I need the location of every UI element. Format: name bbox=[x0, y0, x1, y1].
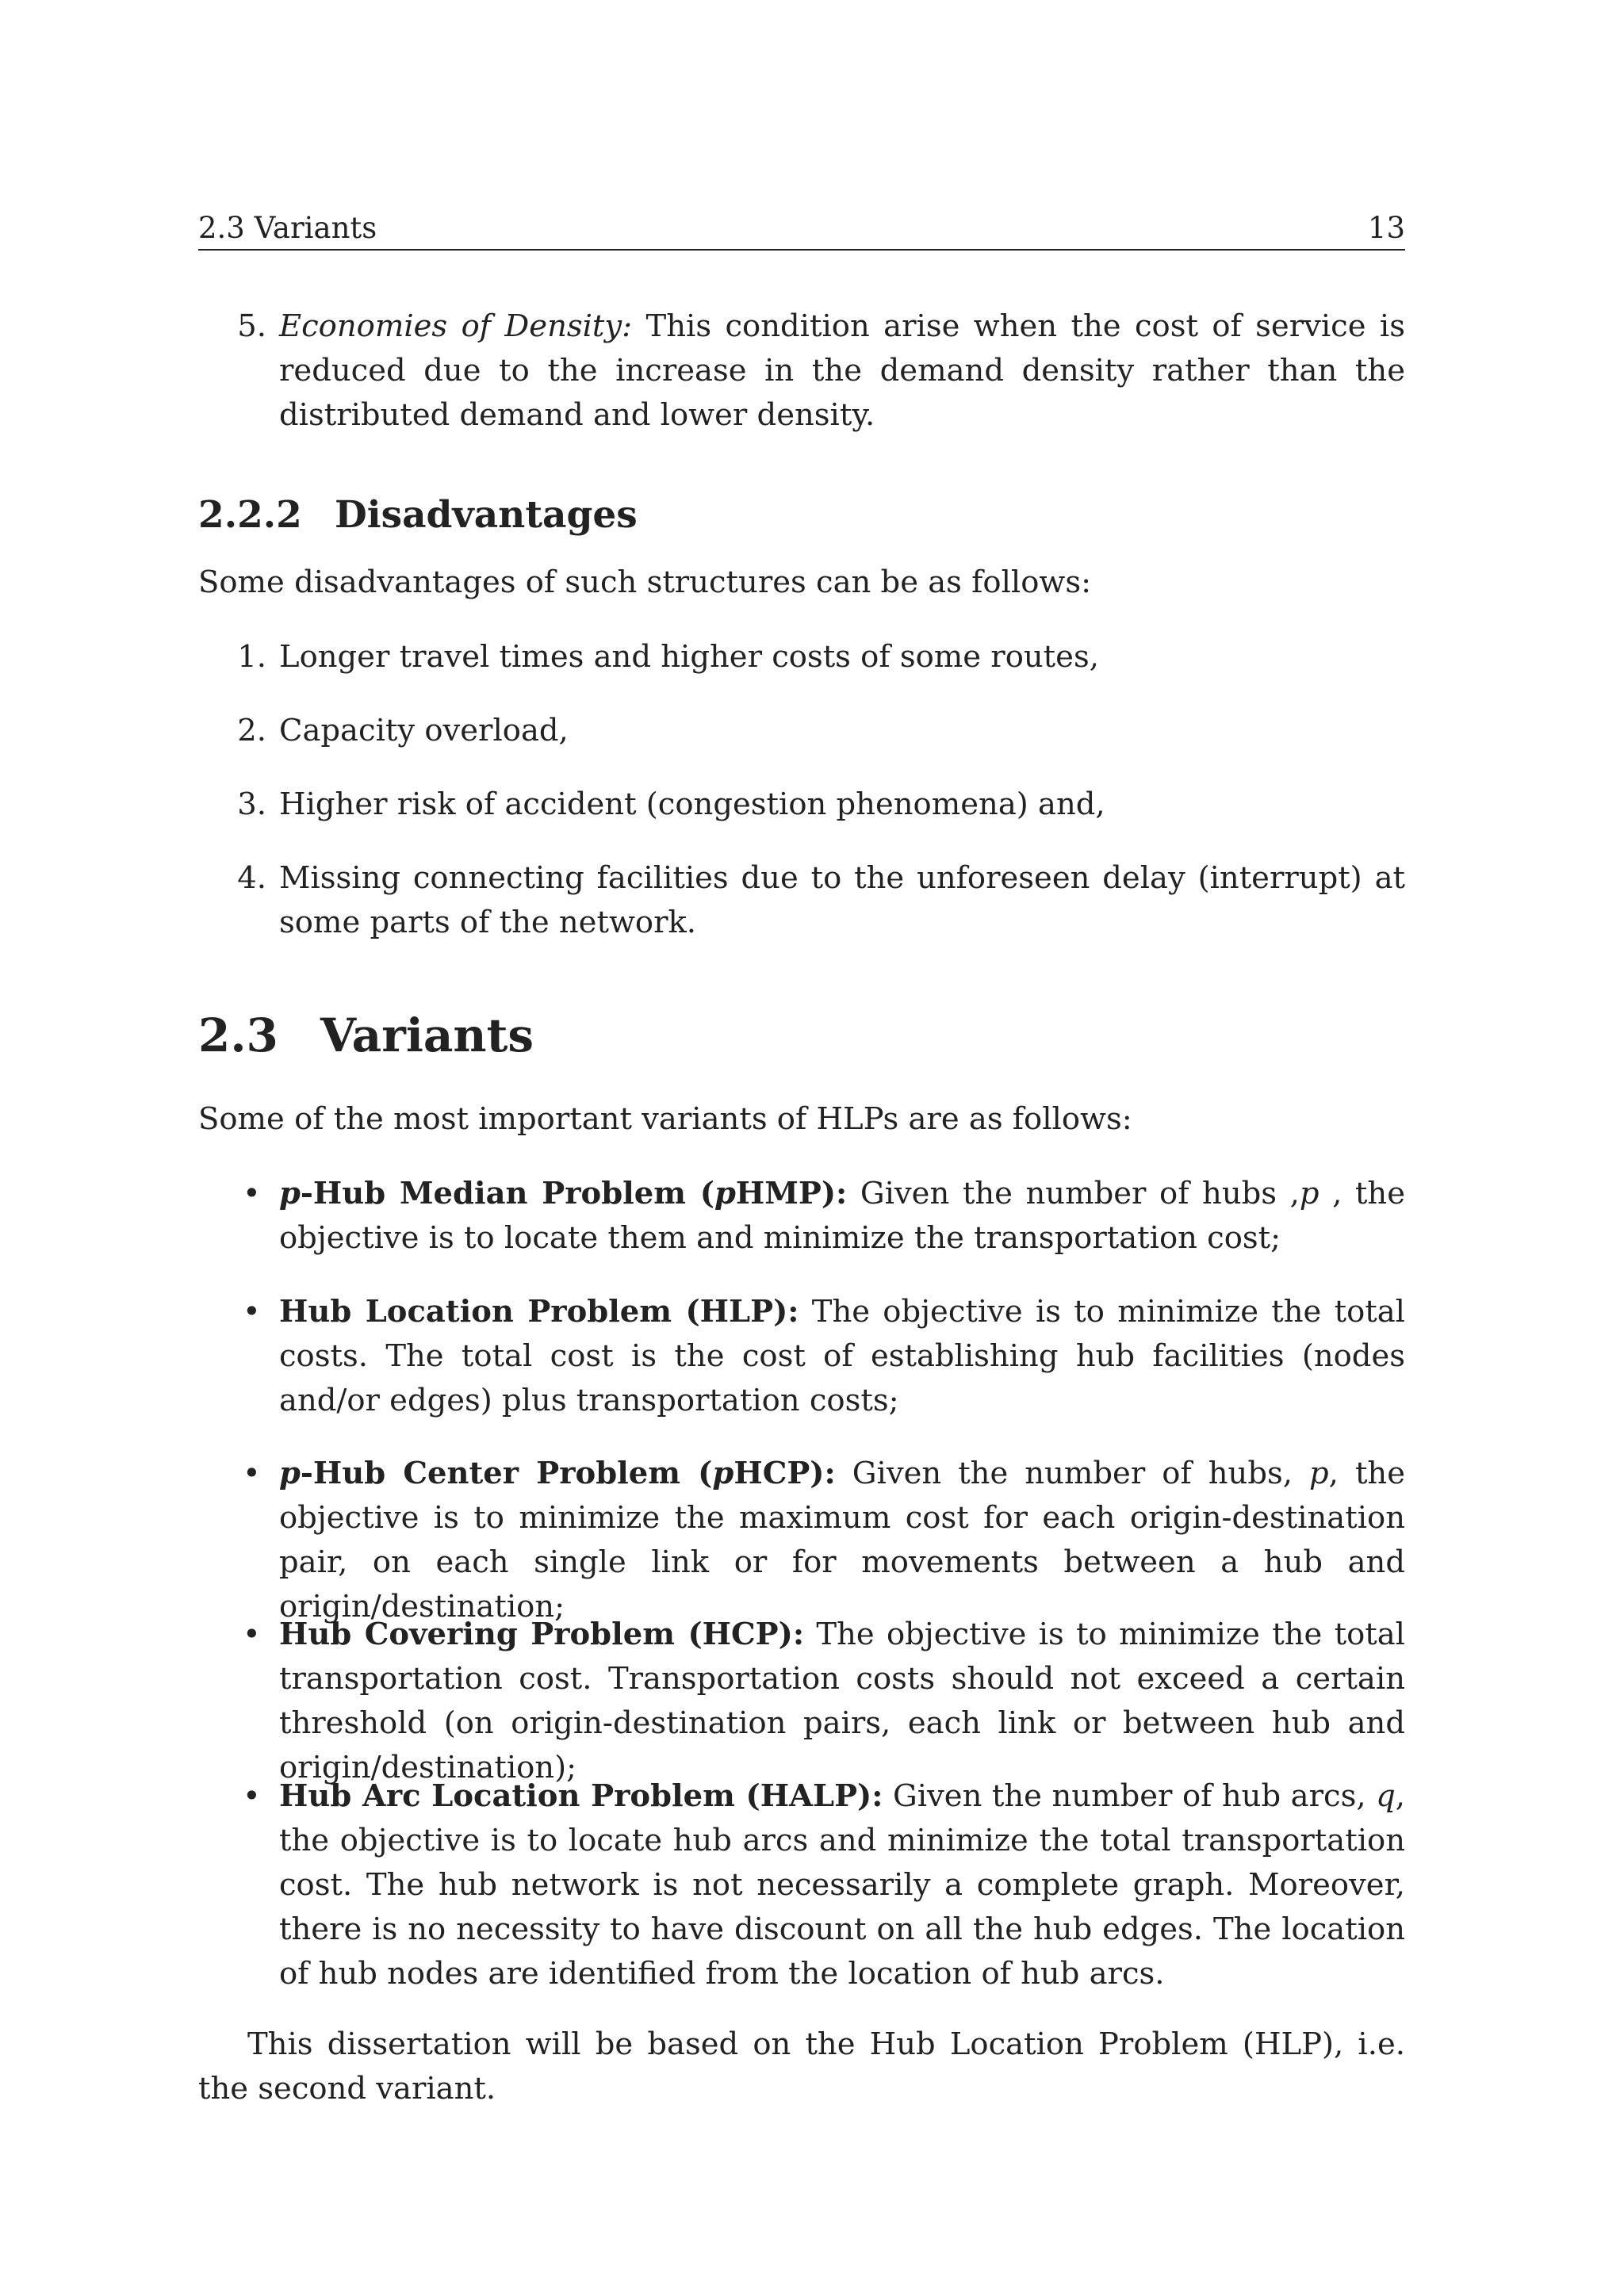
subsection-title: Disadvantages bbox=[335, 493, 638, 537]
list-number: 3. bbox=[237, 786, 266, 822]
variant-term: p-Hub Center Problem (pHCP): bbox=[279, 1456, 836, 1491]
list-number: 2. bbox=[237, 713, 266, 748]
list-number: 4. bbox=[237, 860, 266, 896]
list-item: Longer travel times and higher costs of some routes, bbox=[279, 639, 1099, 675]
variant-term: p-Hub Median Problem (pHMP): bbox=[279, 1176, 848, 1211]
item-term: Economies of Density: bbox=[279, 308, 633, 344]
list-item: Higher risk of accident (congestion phenomena) and, bbox=[279, 786, 1105, 822]
section-title: Variants bbox=[320, 1008, 534, 1062]
running-head-section: 2.3 Variants bbox=[198, 211, 377, 245]
list-number: 5. bbox=[237, 308, 266, 344]
variant-item-phmp: p-Hub Median Problem (pHMP): Given the number of hubs ,p , the objective is to locate them and minimize the transportation cost; bbox=[279, 1176, 1405, 1256]
variant-item-halp: Hub Arc Location Problem (HALP): Given the number of hub arcs, q, the objective is to locate hub arcs and minimize the total transportation cost. The hub network is not necessarily a complete graph. Moreover, there is no necessity to have discount on all the hub edges. The location of hub nodes are identified from the location of hub arcs. bbox=[279, 1778, 1405, 1992]
bullet-icon: • bbox=[243, 1456, 261, 1491]
bullet-icon: • bbox=[243, 1778, 261, 1814]
variant-term: Hub Arc Location Problem (HALP): bbox=[279, 1778, 883, 1814]
variant-term: Hub Covering Problem (HCP): bbox=[279, 1617, 805, 1652]
variant-item-hlp bbox=[279, 1290, 1405, 1423]
bullet-icon: • bbox=[243, 1617, 261, 1652]
section-intro: Some of the most important variants of HLPs are as follows: bbox=[198, 1101, 1132, 1137]
variant-item-phcp: p-Hub Center Problem (pHCP): Given the number of hubs, p, the objective is to minimize the maximum cost for each origin-destination pair, on each single link or for movements between a hub and origin/destination; bbox=[279, 1456, 1405, 1624]
variant-text: The objective is to minimize the total transportation cost. Transportation costs should not exceed a certain threshold (on origin-destination pairs, each link or between hub and origin/destination); bbox=[279, 1617, 1405, 1785]
conclusion-paragraph: This dissertation will be based on the Hub Location Problem (HLP), i.e. the second variant. bbox=[198, 2026, 1405, 2107]
subsection-intro: Some disadvantages of such structures can be as follows: bbox=[198, 564, 1092, 600]
variant-item-hcp bbox=[279, 1613, 1405, 1790]
list-number: 1. bbox=[237, 639, 266, 675]
list-item: Missing connecting facilities due to the unforeseen delay (interrupt) at some parts of the network. bbox=[279, 860, 1405, 940]
bullet-icon: • bbox=[243, 1176, 261, 1211]
bullet-icon: • bbox=[243, 1294, 261, 1330]
item-text: This condition arise when the cost of service is reduced due to the increase in the demand density rather than the distributed demand and lower density. bbox=[279, 308, 1405, 433]
subsection-number: 2.2.2 bbox=[198, 493, 302, 537]
variant-text: The objective is to minimize the total costs. The total cost is the cost of establishing hub facilities (nodes and/or edges) plus transportation costs; bbox=[279, 1294, 1405, 1418]
list-item: Capacity overload, bbox=[279, 713, 569, 748]
advantages-item-5 bbox=[279, 304, 1405, 438]
section-number: 2.3 bbox=[198, 1008, 278, 1062]
running-head bbox=[198, 208, 1405, 251]
page-number: 13 bbox=[1367, 211, 1405, 245]
variant-term: Hub Location Problem (HLP): bbox=[279, 1294, 799, 1330]
